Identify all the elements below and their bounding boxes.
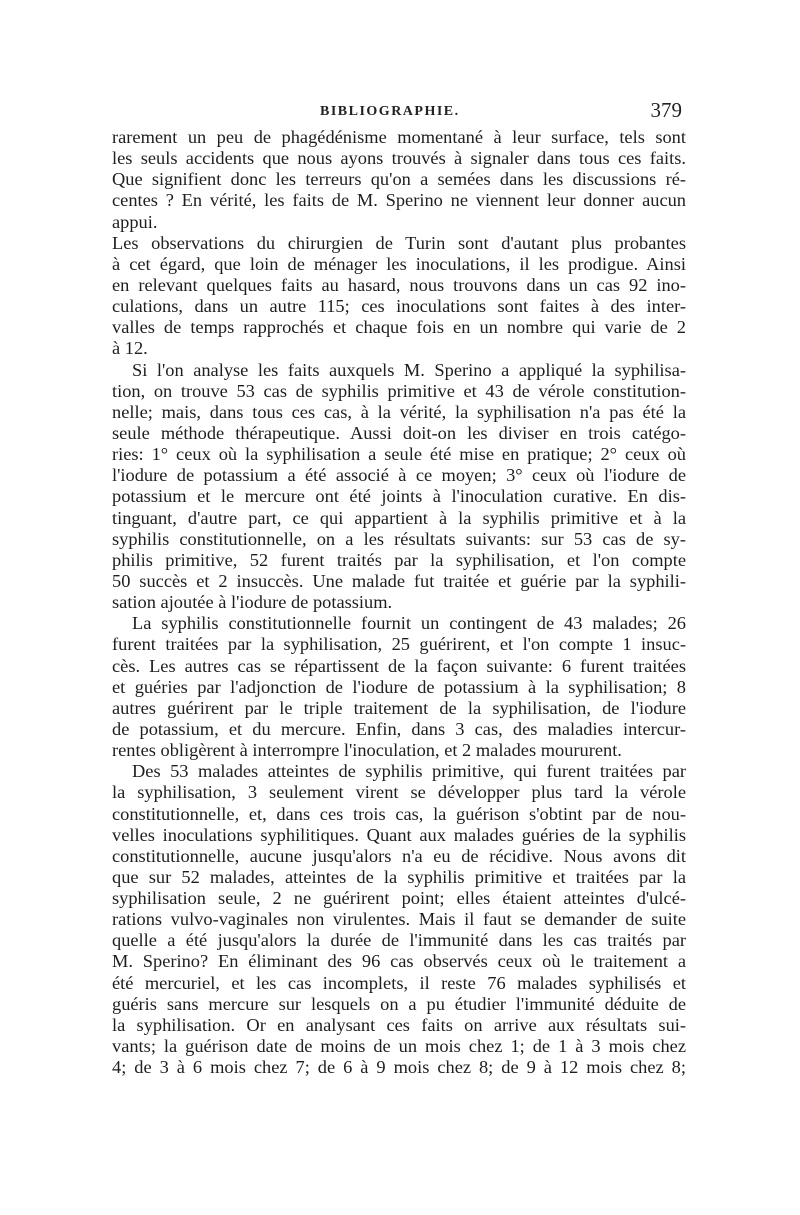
page-number: 379 bbox=[650, 98, 682, 122]
text-line: syphilis constitutionnelle, on a les résultats suivants: sur 53 cas de sy- bbox=[112, 528, 686, 549]
text-line: l'iodure de potassium a été associé à ce moyen; 3° ceux où l'iodure de bbox=[112, 465, 686, 486]
text-line: Des 53 malades atteintes de syphilis primitive, qui furent traitées par bbox=[132, 761, 686, 782]
text-line: rentes obligèrent à interrompre l'inoculation, et 2 malades moururent. bbox=[112, 740, 622, 761]
text-line: tion, on trouve 53 cas de syphilis primitive et 43 de vérole constitution- bbox=[112, 380, 686, 401]
text-line: autres guérirent par le triple traitement de la syphilisation, de l'iodure bbox=[112, 697, 686, 718]
running-head bbox=[112, 98, 686, 126]
text-line: été mercuriel, et les cas incomplets, il reste 76 malades syphilisés et bbox=[112, 972, 686, 993]
text-line: 50 succès et 2 insuccès. Une malade fut traitée et guérie par la syphili- bbox=[112, 570, 686, 591]
text-line: potassium et le mercure ont été joints à l'inoculation curative. En dis- bbox=[112, 486, 686, 507]
text-line: en relevant quelques faits au hasard, nous trouvons dans un cas 92 ino- bbox=[112, 274, 686, 295]
text-line: vants; la guérison date de moins de un mois chez 1; de 1 à 3 mois chez bbox=[112, 1036, 686, 1057]
text-line: la syphilisation, 3 seulement virent se développer plus tard la vérole bbox=[112, 782, 686, 803]
text-line: Si l'on analyse les faits auxquels M. Sperino a appliqué la syphilisa- bbox=[132, 359, 686, 380]
text-line: seule méthode thérapeutique. Aussi doit-on les diviser en trois catégo- bbox=[112, 422, 686, 443]
text-line: Que signifient donc les terreurs qu'on a semées dans les discussions ré- bbox=[112, 169, 686, 190]
text-line: philis primitive, 52 furent traités par la syphilisation, et l'on compte bbox=[112, 549, 686, 570]
text-line: syphilisation seule, 2 ne guérirent point; elles étaient atteintes d'ulcé- bbox=[112, 888, 686, 909]
text-line: centes ? En vérité, les faits de M. Sperino ne viennent leur donner aucun bbox=[112, 190, 686, 211]
text-line: sation ajoutée à l'iodure de potassium. bbox=[112, 592, 393, 613]
text-line: 4; de 3 à 6 mois chez 7; de 6 à 9 mois chez 8; de 9 à 12 mois chez 8; bbox=[112, 1057, 686, 1078]
text-line: les seuls accidents que nous ayons trouvés à signaler dans tous ces faits. bbox=[112, 148, 686, 169]
text-line: de potassium, et du mercure. Enfin, dans 3 cas, des maladies intercur- bbox=[112, 718, 686, 739]
text-line: constitutionnelle, et, dans ces trois cas, la guérison s'obtint par de nou- bbox=[112, 803, 686, 824]
body-text bbox=[112, 127, 686, 1078]
text-line: valles de temps rapprochés et chaque fois en un nombre qui varie de 2 bbox=[112, 317, 686, 338]
text-line: à 12. bbox=[112, 338, 148, 359]
text-line: M. Sperino? En éliminant des 96 cas observés ceux où le traitement a bbox=[112, 951, 686, 972]
text-line: la syphilisation. Or en analysant ces faits on arrive aux résultats sui- bbox=[112, 1014, 686, 1035]
text-line: culations, dans un autre 115; ces inoculations sont faites à des inter- bbox=[112, 296, 686, 317]
text-line: furent traitées par la syphilisation, 25 guérirent, et l'on compte 1 insuc- bbox=[112, 634, 686, 655]
text-line: quelle a été jusqu'alors la durée de l'immunité dans les cas traités par bbox=[112, 930, 686, 951]
text-line: rarement un peu de phagédénisme momentané à leur surface, tels sont bbox=[112, 127, 686, 147]
text-line: que sur 52 malades, atteintes de la syphilis primitive et traitées par la bbox=[112, 866, 686, 887]
running-title: BIBLIOGRAPHIE. bbox=[320, 104, 460, 119]
text-line: guéris sans mercure sur lesquels on a pu étudier l'immunité déduite de bbox=[112, 993, 686, 1014]
text-line: La syphilis constitutionnelle fournit un contingent de 43 malades; 26 bbox=[132, 613, 686, 634]
text-line: à cet égard, que loin de ménager les inoculations, il les prodigue. Ainsi bbox=[112, 253, 686, 274]
text-line: rations vulvo-vaginales non virulentes. Mais il faut se demander de suite bbox=[112, 909, 686, 930]
text-line: velles inoculations syphilitiques. Quant aux malades guéries de la syphilis bbox=[112, 824, 686, 845]
text-line: Les observations du chirurgien de Turin sont d'autant plus probantes bbox=[112, 232, 686, 253]
text-line: nelle; mais, dans tous ces cas, à la vérité, la syphilisation n'a pas été la bbox=[112, 401, 686, 422]
text-line: appui. bbox=[112, 211, 158, 232]
text-line: constitutionnelle, aucune jusqu'alors n'a eu de récidive. Nous avons dit bbox=[112, 845, 686, 866]
text-line: cès. Les autres cas se répartissent de la façon suivante: 6 furent traitées bbox=[112, 655, 686, 676]
text-line: ries: 1° ceux où la syphilisation a seule été mise en pratique; 2° ceux où bbox=[112, 444, 686, 465]
text-line: tinguant, d'autre part, ce qui appartient à la syphilis primitive et à la bbox=[112, 507, 686, 528]
text-line: et guéries par l'adjonction de l'iodure de potassium à la syphilisation; 8 bbox=[112, 676, 686, 697]
